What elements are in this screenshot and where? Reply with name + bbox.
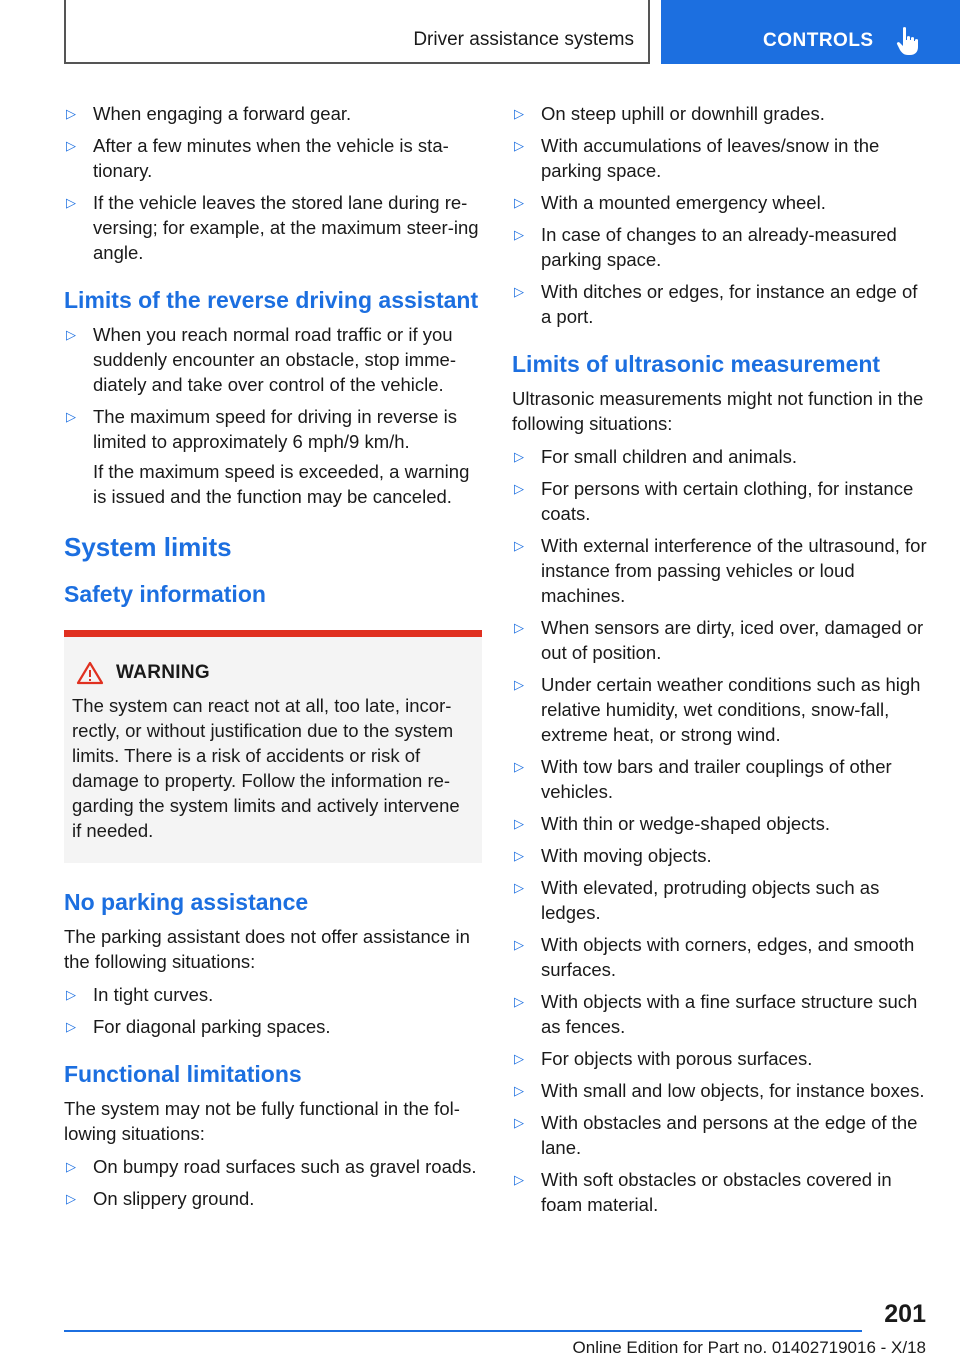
functional-intro: The system may not be fully functional in the fol‐lowing situations: [64,1098,460,1144]
list-item: ▷ When engaging a forward gear. [66,103,352,124]
header-chapter-title: CONTROLS [763,30,874,51]
warning-box [64,630,482,863]
functional-heading: Functional limitations [64,1061,302,1087]
reverse-note: If the maximum speed is exceeded, a warning is issued and the function may be canceled. [93,461,470,507]
list-item: ▷ The maximum speed for driving in reverse is limited to approximately 6 mph/9 km/h. If the maximum speed is exceeded, a warning is issued and the function may be canceled. [64,404,482,509]
list-item: ▷ With objects with a fine surface structure such as fences. [514,991,918,1037]
warning-title: WARNING [116,662,210,683]
hand-pointer-icon [896,26,922,56]
left-column [64,101,482,1218]
triangle-bullet-icon: ▷ [66,327,76,342]
ultrasonic-list [512,444,932,1217]
list-item: ▷ With tow bars and trailer couplings of other vehicles. [514,756,892,802]
triangle-bullet-icon: ▷ [514,1083,524,1098]
reverse-list [64,322,482,509]
warning-triangle-icon [76,661,104,685]
triangle-bullet-icon: ▷ [514,195,524,210]
list-item: ▷ For small children and animals. [514,446,798,467]
reverse-heading: Limits of the reverse driving assistant [64,287,479,313]
triangle-bullet-icon: ▷ [514,1172,524,1187]
list-item: ▷ After a few minutes when the vehicle is sta‐tionary. [66,135,449,181]
list-item: ▷ With soft obstacles or obstacles covered in foam material. [514,1169,892,1215]
header-section-box [64,0,650,64]
list-item: ▷ In case of changes to an already-measured parking space. [514,224,897,270]
list-item: ▷ With a mounted emergency wheel. [514,192,826,213]
triangle-bullet-icon: ▷ [514,449,524,464]
list-item: ▷ For persons with certain clothing, for instance coats. [514,478,914,524]
list-item: ▷ On slippery ground. [66,1188,255,1209]
header-section-title: Driver assistance systems [413,29,634,50]
list-item: ▷ On steep uphill or downhill grades. [514,103,825,124]
list-item: ▷ With objects with corners, edges, and smooth surfaces. [514,934,915,980]
triangle-bullet-icon: ▷ [66,1159,76,1174]
header-chapter-tab[interactable] [661,0,960,64]
list-item: ▷ With accumulations of leaves/snow in the parking space. [514,135,880,181]
triangle-bullet-icon: ▷ [66,195,76,210]
list-item: ▷ When sensors are dirty, iced over, damaged or out of position. [514,617,924,663]
no-parking-list [64,982,482,1039]
footer-edition: Online Edition for Part no. 01402719016 - X/18 [572,1338,926,1357]
ultrasonic-intro: Ultrasonic measurements might not function in the following situations: [512,388,924,434]
list-item: ▷ With ditches or edges, for instance an edge of a port. [514,281,918,327]
triangle-bullet-icon: ▷ [514,538,524,553]
system-limits-heading: System limits [64,532,232,562]
triangle-bullet-icon: ▷ [66,1019,76,1034]
list-item: ▷ With small and low objects, for instance boxes. [514,1080,925,1101]
triangle-bullet-icon: ▷ [66,138,76,153]
triangle-bullet-icon: ▷ [514,937,524,952]
triangle-bullet-icon: ▷ [514,106,524,121]
triangle-bullet-icon: ▷ [514,759,524,774]
triangle-bullet-icon: ▷ [514,677,524,692]
list-item: ▷ Under certain weather conditions such as high relative humidity, wet conditions, snow‐fall, extreme heat, or strong wind. [514,674,921,745]
list-item: ▷ With moving objects. [514,845,712,866]
warning-header [72,661,472,685]
triangle-bullet-icon: ▷ [66,987,76,1002]
triangle-bullet-icon: ▷ [514,816,524,831]
safety-heading: Safety information [64,581,266,607]
list-item: ▷ If the vehicle leaves the stored lane during re‐versing; for example, at the maximum steer‐ing angle. [66,192,479,263]
triangle-bullet-icon: ▷ [66,106,76,121]
triangle-bullet-icon: ▷ [514,227,524,242]
intro-list [64,101,482,265]
no-parking-intro: The parking assistant does not offer assistance in the following situations: [64,926,470,972]
right-column [512,101,932,1224]
triangle-bullet-icon: ▷ [514,620,524,635]
list-item: ▷ With elevated, protruding objects such as ledges. [514,877,880,923]
list-item: ▷ When you reach normal road traffic or if you suddenly encounter an obstacle, stop imme‐diately and take over control of the vehicle. [66,324,457,395]
list-item: ▷ With thin or wedge-shaped objects. [514,813,830,834]
triangle-bullet-icon: ▷ [514,848,524,863]
triangle-bullet-icon: ▷ [514,284,524,299]
triangle-bullet-icon: ▷ [514,994,524,1009]
functional-list [64,1154,482,1211]
triangle-bullet-icon: ▷ [514,1115,524,1130]
warning-text: The system can react not at all, too late, incor‐rectly, or without justification due to the system limits. There is a risk of accidents or risk of damage to property. Follow the information re‐garding the system limits and actively intervene if needed. [72,695,460,841]
list-item: ▷ With external interference of the ultrasound, for instance from passing vehicles or loud machines. [514,535,927,606]
no-parking-heading: No parking assistance [64,889,309,915]
triangle-bullet-icon: ▷ [514,1051,524,1066]
triangle-bullet-icon: ▷ [66,409,76,424]
list-item: ▷ For diagonal parking spaces. [66,1016,331,1037]
footer-divider [64,1330,862,1332]
triangle-bullet-icon: ▷ [514,481,524,496]
triangle-bullet-icon: ▷ [514,880,524,895]
list-item: ▷ On bumpy road surfaces such as gravel roads. [66,1156,477,1177]
triangle-bullet-icon: ▷ [66,1191,76,1206]
page-number: 201 [884,1300,926,1328]
list-item: ▷ For objects with porous surfaces. [514,1048,813,1069]
list-item: ▷ In tight curves. [66,984,214,1005]
ultrasonic-heading: Limits of ultrasonic measurement [512,351,881,377]
triangle-bullet-icon: ▷ [514,138,524,153]
functional-list-continued [512,101,932,329]
list-item: ▷ With obstacles and persons at the edge of the lane. [514,1112,918,1158]
